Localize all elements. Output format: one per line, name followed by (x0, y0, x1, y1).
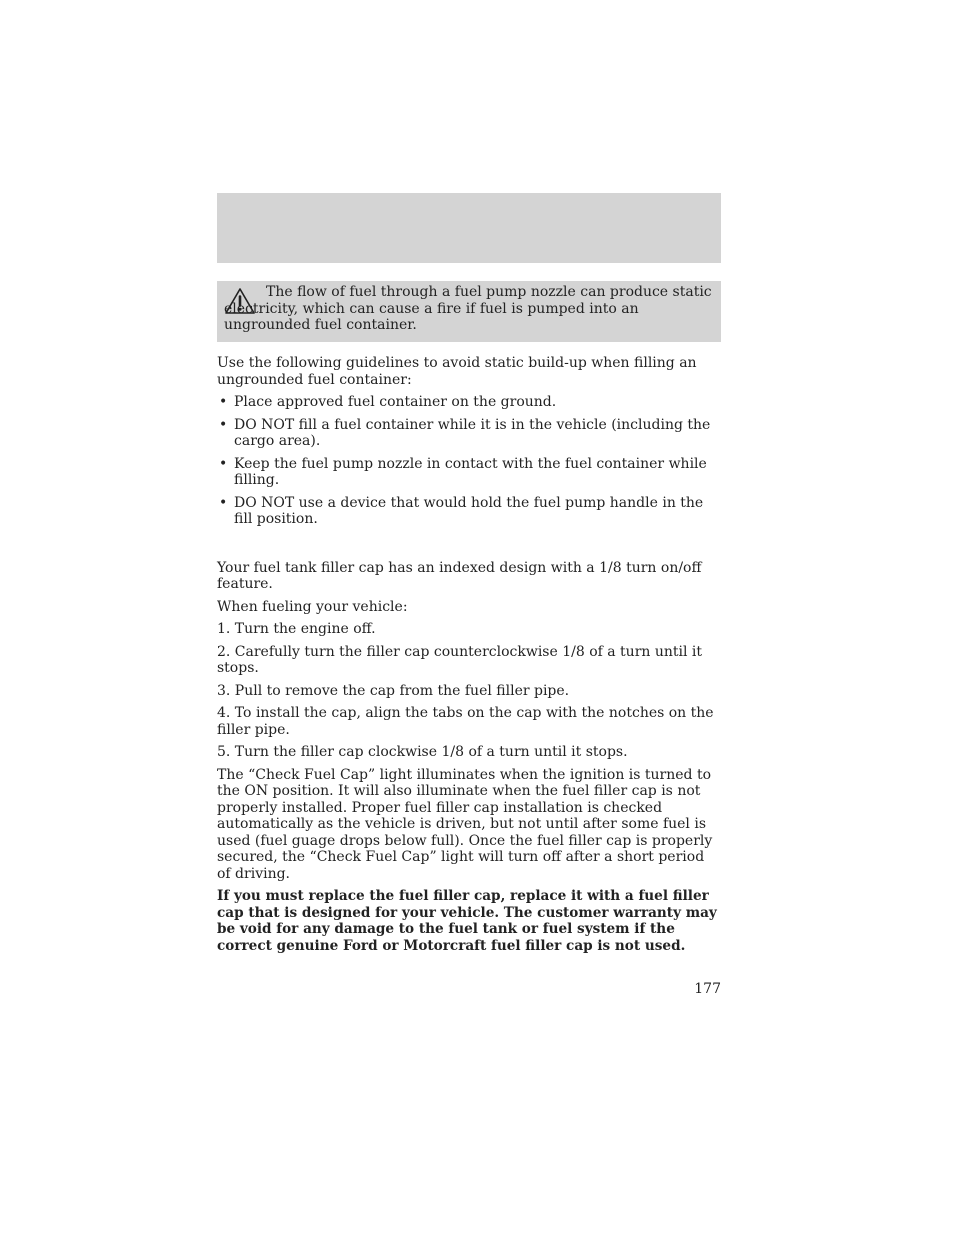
step-item: 3. Pull to remove the cap from the fuel filler pipe. (217, 682, 570, 699)
section-header-band (217, 193, 721, 263)
section-spacer (217, 534, 722, 560)
step-item: 5. Turn the filler cap clockwise 1/8 of a turn until it stops. (217, 744, 628, 760)
static-intro: Use the following guidelines to avoid static build-up when filling an ungrounded fuel container: (217, 355, 697, 388)
main-content (217, 355, 722, 954)
warning-text: The flow of fuel through a fuel pump nozzle can produce static electricity, which can cause a fire if fuel is pumped into an ungrounded fuel container. (224, 284, 712, 333)
warning-box (217, 281, 721, 342)
filler-cap-intro: Your fuel tank filler cap has an indexed design with a 1/8 turn on/off feature. (217, 559, 702, 592)
bullet-icon: • (219, 494, 228, 511)
check-fuel-cap-paragraph: The “Check Fuel Cap” light illuminates when the ignition is turned to the ON position. It will also illuminate when the fuel filler cap is not properly installed. Proper fuel filler cap installation is checked automatically as the vehicle is driven, but not until after some fuel is used (fuel guage drops below full). Once the fuel filler cap is properly secured, the “Check Fuel Cap” light will turn off after a short period of driving. (217, 766, 713, 882)
step-item: 2. Carefully turn the filler cap counterclockwise 1/8 of a turn until it stops. (217, 643, 703, 676)
bullet-icon: • (219, 455, 228, 472)
bullet-icon: • (219, 416, 228, 433)
list-item: • Keep the fuel pump nozzle in contact with the fuel container while filling. (219, 455, 707, 488)
list-item: • DO NOT use a device that would hold the fuel pump handle in the fill position. (219, 494, 704, 527)
fueling-lead: When fueling your vehicle: (217, 598, 408, 615)
static-guidelines-list (217, 394, 722, 528)
list-item: • Place approved fuel container on the ground. (219, 394, 557, 410)
step-item: 4. To install the cap, align the tabs on the cap with the notches on the filler pipe. (217, 705, 714, 738)
step-item: 1. Turn the engine off. (217, 621, 376, 637)
list-item: • DO NOT fill a fuel container while it is in the vehicle (including the cargo area). (219, 416, 711, 449)
bullet-icon: • (219, 394, 228, 410)
page-number: 177 (694, 981, 721, 997)
warranty-note: If you must replace the fuel filler cap, replace it with a fuel filler cap that is designed for your vehicle. The customer warranty may be void for any damage to the fuel tank or fuel system if the correct genuine Ford or Motorcraft fuel filler cap is not used. (217, 888, 717, 954)
